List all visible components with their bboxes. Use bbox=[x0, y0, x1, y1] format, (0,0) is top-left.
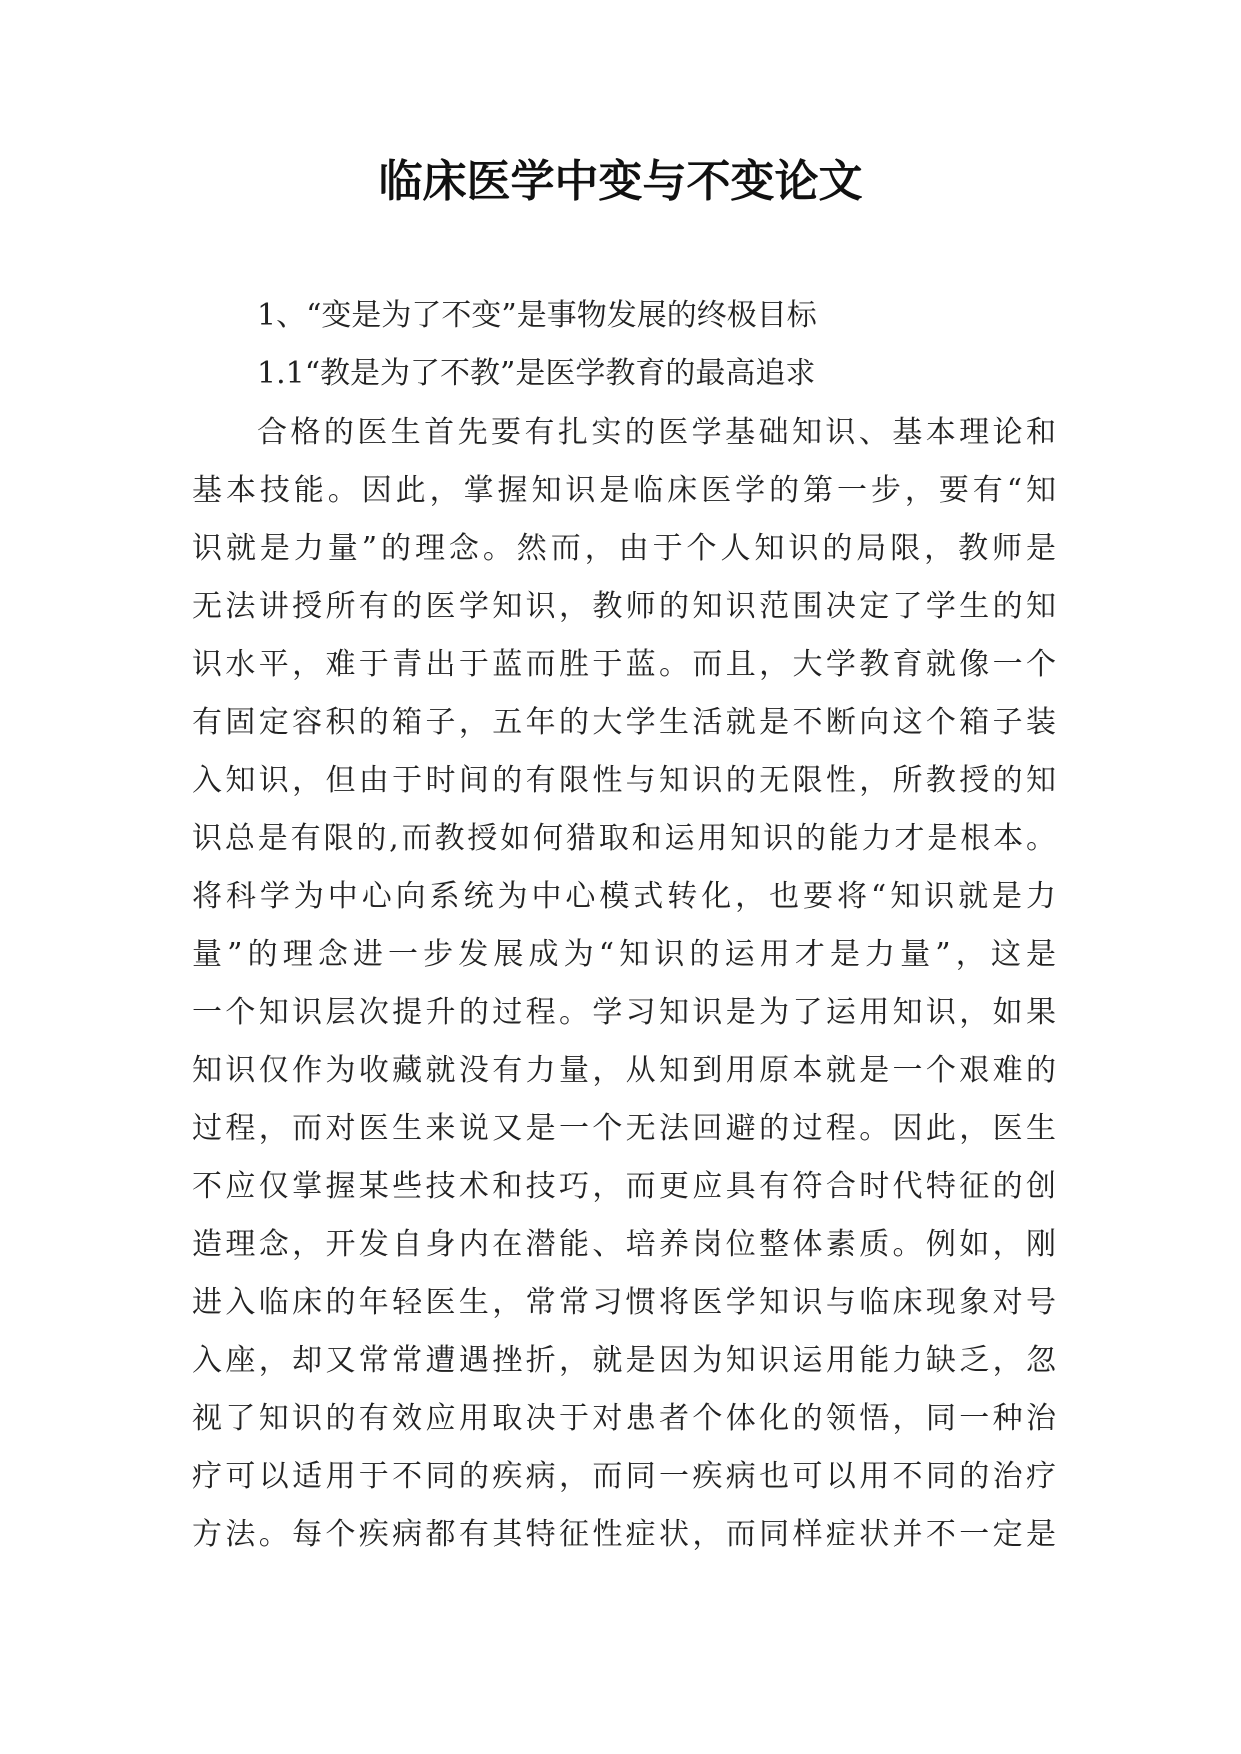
paragraph-line: 知识仅作为收藏就没有力量，从知到用原本就是一个艰难的 bbox=[192, 1053, 1056, 1088]
paragraph-line: 有固定容积的箱子，五年的大学生活就是不断向这个箱子装 bbox=[192, 705, 1056, 740]
paragraph-line: 方法。每个疾病都有其特征性症状，而同样症状并不一定是 bbox=[192, 1517, 1056, 1552]
body-paragraph bbox=[192, 404, 1056, 1564]
paragraph-line: 不应仅掌握某些技术和技巧，而更应具有符合时代特征的创 bbox=[192, 1169, 1056, 1204]
paragraph-line: 将科学为中心向系统为中心模式转化，也要将“知识就是力 bbox=[192, 879, 1056, 914]
paragraph-line: 疗可以适用于不同的疾病，而同一疾病也可以用不同的治疗 bbox=[192, 1459, 1056, 1494]
paragraph-line: 一个知识层次提升的过程。学习知识是为了运用知识，如果 bbox=[192, 995, 1056, 1030]
paragraph-line: 量”的理念进一步发展成为“知识的运用才是力量”，这是 bbox=[192, 937, 1056, 972]
paragraph-line: 基本技能。因此，掌握知识是临床医学的第一步，要有“知 bbox=[192, 473, 1056, 508]
paragraph-line: 视了知识的有效应用取决于对患者个体化的领悟，同一种治 bbox=[192, 1401, 1056, 1436]
paragraph-line: 进入临床的年轻医生，常常习惯将医学知识与临床现象对号 bbox=[192, 1285, 1056, 1320]
paragraph-line: 过程，而对医生来说又是一个无法回避的过程。因此，医生 bbox=[192, 1111, 1056, 1146]
paragraph-line: 识就是力量”的理念。然而，由于个人知识的局限，教师是 bbox=[192, 531, 1056, 566]
paragraph-line: 识总是有限的,而教授如何猎取和运用知识的能力才是根本。 bbox=[192, 821, 1056, 856]
section-heading-1: 1、“变是为了不变”是事物发展的终极目标 bbox=[257, 298, 817, 333]
paragraph-line: 入座，却又常常遭遇挫折，就是因为知识运用能力缺乏，忽 bbox=[192, 1343, 1056, 1378]
paragraph-line: 入知识，但由于时间的有限性与知识的无限性，所教授的知 bbox=[192, 763, 1056, 798]
section-heading-1-1: 1.1“教是为了不教”是医学教育的最高追求 bbox=[257, 356, 816, 391]
paragraph-line: 无法讲授所有的医学知识，教师的知识范围决定了学生的知 bbox=[192, 589, 1056, 624]
paragraph-line: 合格的医生首先要有扎实的医学基础知识、基本理论和 bbox=[257, 415, 1056, 450]
document-title: 临床医学中变与不变论文 bbox=[378, 156, 863, 207]
paragraph-line: 识水平，难于青出于蓝而胜于蓝。而且，大学教育就像一个 bbox=[192, 647, 1056, 682]
paragraph-line: 造理念，开发自身内在潜能、培养岗位整体素质。例如，刚 bbox=[192, 1227, 1056, 1262]
